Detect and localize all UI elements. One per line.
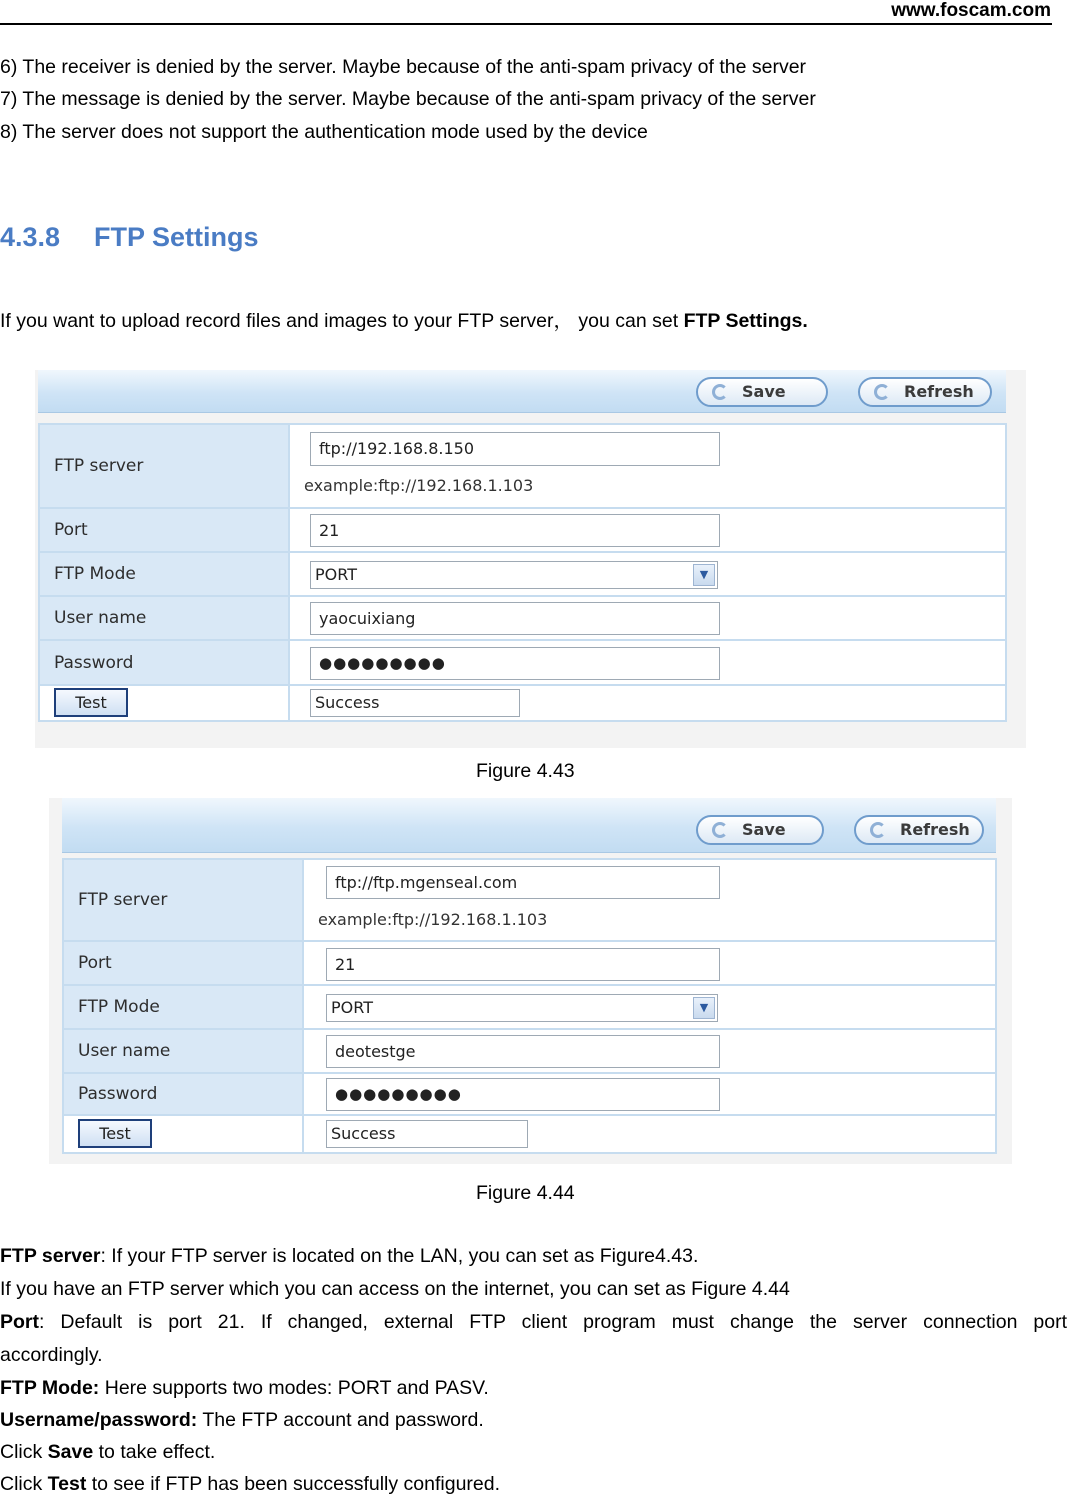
test-result-cell	[303, 1115, 996, 1153]
refresh-icon	[870, 822, 886, 838]
ftp-server-label: FTP server	[39, 424, 289, 508]
section-number: 4.3.8	[0, 222, 61, 252]
ftp-server-input[interactable]: ftp://192.168.8.150	[310, 432, 720, 466]
chevron-down-icon[interactable]: ▼	[693, 564, 715, 586]
save-button-label: Save	[742, 820, 786, 839]
test-cell	[39, 685, 289, 721]
section-title-text: FTP Settings	[94, 222, 259, 252]
body-test-text: to see if FTP has been successfully configured.	[86, 1473, 501, 1495]
chevron-down-icon[interactable]: ▼	[693, 997, 715, 1019]
body-internet: If you have an FTP server which you can access on the internet, you can set as Figure 4.44	[0, 1278, 790, 1300]
port-label: Port	[63, 941, 303, 985]
port-cell	[303, 941, 996, 985]
ftp-panel-figure-4-44	[49, 798, 1012, 1164]
save-button[interactable]	[696, 377, 828, 407]
intro-paragraph-bold: FTP Settings.	[683, 310, 808, 332]
body-save-bold: Save	[47, 1441, 94, 1463]
refresh-button[interactable]	[858, 377, 992, 407]
password-label: Password	[63, 1073, 303, 1115]
body-userpass-text: The FTP account and password.	[197, 1409, 484, 1431]
password-cell	[289, 640, 1006, 685]
body-port-bold: Port	[0, 1311, 39, 1333]
body-ftp-server	[0, 1245, 698, 1268]
save-icon	[712, 384, 728, 400]
page-header-url: www.foscam.com	[891, 0, 1051, 21]
password-input[interactable]: ●●●●●●●●●	[310, 647, 720, 680]
panel-toolbar	[62, 798, 996, 853]
body-ftp-mode	[0, 1377, 489, 1400]
ftp-mode-select[interactable]	[310, 561, 718, 589]
body-click-test-prefix: Click	[0, 1473, 48, 1495]
user-name-cell	[289, 596, 1006, 640]
body-ftp-mode-bold: FTP Mode:	[0, 1377, 100, 1399]
port-cell	[289, 508, 1006, 552]
password-cell	[303, 1073, 996, 1115]
body-port	[0, 1306, 1067, 1339]
refresh-button-label: Refresh	[900, 820, 970, 839]
ftp-mode-cell	[289, 552, 1006, 596]
body-test-bold: Test	[47, 1473, 87, 1495]
section-title	[0, 222, 259, 253]
header-rule	[0, 23, 1052, 25]
body-ftp-server-text: : If your FTP server is located on the LAN, you can set as Figure4.43.	[100, 1245, 699, 1267]
body-port-text: : Default is port 21. If changed, external FTP client program must change the server connection port	[39, 1311, 1067, 1333]
body-userpass	[0, 1409, 484, 1432]
password-label: Password	[39, 640, 289, 685]
ftp-panel-figure-4-43	[35, 370, 1026, 748]
refresh-icon	[874, 384, 890, 400]
intro-line-7: 7) The message is denied by the server. Maybe because of the anti-spam privacy of the server	[0, 88, 816, 110]
save-icon	[712, 822, 728, 838]
intro-paragraph	[0, 305, 808, 333]
figure-caption-4-43: Figure 4.43	[476, 760, 575, 782]
ftp-mode-label: FTP Mode	[63, 985, 303, 1029]
user-name-cell	[303, 1029, 996, 1073]
figure-caption-4-44: Figure 4.44	[476, 1182, 575, 1204]
body-save-text: to take effect.	[93, 1441, 216, 1463]
port-input[interactable]: 21	[310, 514, 720, 547]
body-port-cont: accordingly.	[0, 1344, 103, 1366]
save-button[interactable]	[696, 815, 824, 845]
intro-line-8: 8) The server does not support the authentication mode used by the device	[0, 121, 648, 143]
refresh-button-label: Refresh	[904, 382, 974, 401]
ftp-server-input[interactable]: ftp://ftp.mgenseal.com	[326, 866, 720, 899]
ftp-server-example: example:ftp://192.168.1.103	[318, 910, 548, 929]
ftp-mode-label: FTP Mode	[39, 552, 289, 596]
test-button[interactable]: Test	[54, 688, 128, 717]
ftp-server-label: FTP server	[63, 859, 303, 941]
ftp-mode-value: PORT	[315, 565, 357, 584]
save-button-label: Save	[742, 382, 786, 401]
port-label: Port	[39, 508, 289, 552]
ftp-mode-value: PORT	[331, 998, 373, 1017]
intro-line-6: 6) The receiver is denied by the server. Maybe because of the anti-spam privacy of the server	[0, 56, 807, 78]
body-ftp-mode-text: Here supports two modes: PORT and PASV.	[99, 1377, 489, 1399]
ftp-settings-form	[62, 858, 997, 1154]
ftp-mode-select[interactable]	[326, 994, 718, 1022]
test-button[interactable]: Test	[78, 1119, 152, 1148]
user-name-label: User name	[39, 596, 289, 640]
ftp-mode-cell	[303, 985, 996, 1029]
port-input[interactable]: 21	[326, 948, 720, 981]
body-click-save-prefix: Click	[0, 1441, 48, 1463]
refresh-button[interactable]	[854, 815, 984, 845]
ftp-server-cell	[303, 859, 996, 941]
test-cell	[63, 1115, 303, 1153]
ftp-server-example: example:ftp://192.168.1.103	[304, 476, 534, 495]
user-name-input[interactable]: deotestge	[326, 1035, 720, 1068]
body-click-test	[0, 1473, 500, 1496]
test-result-field: Success	[310, 689, 520, 717]
ftp-server-cell	[289, 424, 1006, 508]
test-result-field: Success	[326, 1120, 528, 1148]
intro-paragraph-text: If you want to upload record files and images to your FTP server， you can set	[0, 310, 684, 332]
panel-toolbar	[38, 370, 1006, 413]
password-input[interactable]: ●●●●●●●●●	[326, 1078, 720, 1111]
body-ftp-server-bold: FTP server	[0, 1245, 101, 1267]
body-click-save	[0, 1441, 215, 1464]
user-name-input[interactable]: yaocuixiang	[310, 602, 720, 635]
body-userpass-bold: Username/password:	[0, 1409, 198, 1431]
user-name-label: User name	[63, 1029, 303, 1073]
ftp-settings-form	[38, 423, 1007, 722]
test-result-cell	[289, 685, 1006, 721]
